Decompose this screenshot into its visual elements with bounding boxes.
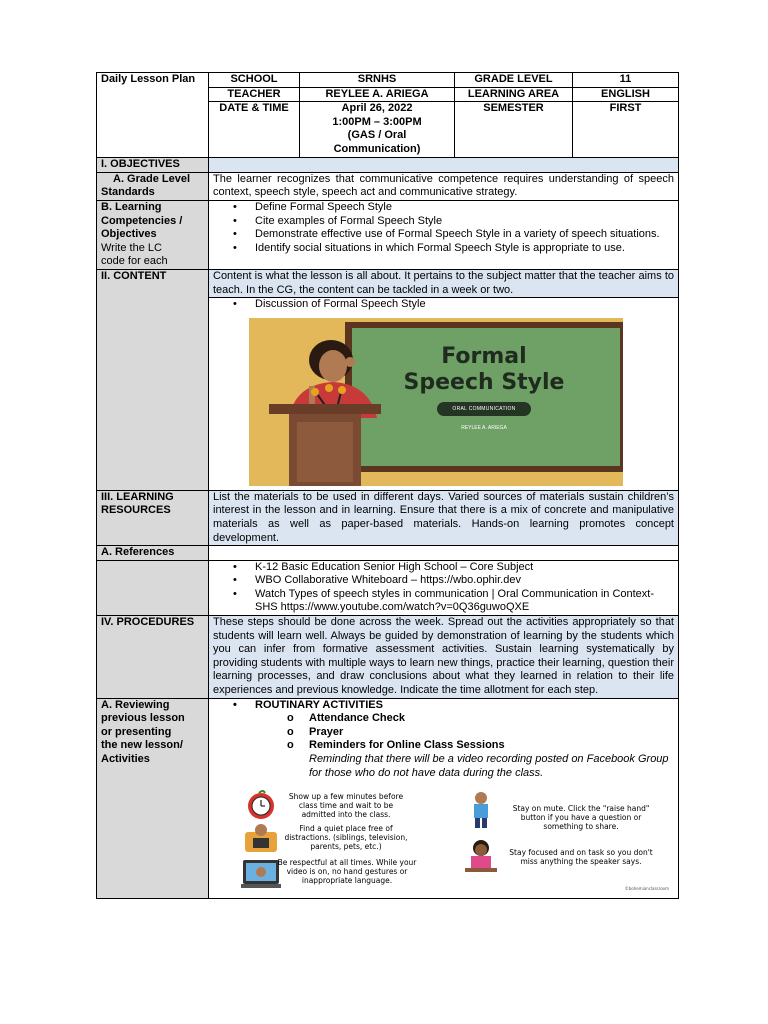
grade-standards-label: A. Grade Level Standards (97, 172, 209, 200)
banner-title: Formal Speech Style (403, 343, 565, 395)
tips-credit: ©bohemianclassroom (624, 886, 669, 892)
competencies-label: B. Learning Competencies / Objectives Write the LC code for each (97, 200, 209, 269)
competencies-list-cell (209, 200, 679, 269)
references-list-cell (209, 560, 679, 615)
references-list (213, 561, 674, 615)
routinary-item: o Prayer (309, 726, 674, 740)
formal-speech-style-banner (249, 318, 623, 486)
school-value: SRNHS (300, 73, 455, 88)
content-description: Content is what the lesson is all about. It pertains to the subject matter that the teacher aims to teach. In the CG, the content can be tackled in a week or two. (209, 269, 679, 297)
banner-author: REYLEE A. ARIEGA (461, 424, 507, 431)
procedures-description: These steps should be done across the week. Spread out the activities appropriately so that students will learn well. Always be guided by demonstration of learning by the students which you can infer from formative assessment activities. Sustain learning systematically by providing students with multiple ways to learn new things, practice their learning, question their learning processes, and draw conclusions about what they learned in relation to their life experiences and previous knowledge. Indicate the time allotment for each step. (209, 616, 679, 699)
tip-be-respectful: Be respectful at all times. While your video is on, no hand gestures or inappropriate language. (277, 858, 417, 886)
learning-area-value: ENGLISH (573, 87, 679, 102)
lesson-plan-page (96, 72, 678, 899)
routinary-sublist (213, 712, 674, 753)
content-items-cell (209, 298, 679, 491)
tips-right-icons (461, 790, 501, 894)
resources-description: List the materials to be used in different days. Varied sources of materials sustain children’s interest in the lesson and in learning. Ensure that there is a mix of concrete and manipulative materials as well as paper-based materials. Hands-on learning promotes concept development. (209, 490, 679, 545)
grade-level-label: GRADE LEVEL (455, 73, 573, 88)
competency-item: • Cite examples of Formal Speech Style (255, 215, 674, 229)
competency-item: • Define Formal Speech Style (255, 201, 674, 215)
lesson-plan-table (96, 72, 679, 899)
review-lesson-label: A. Reviewing previous lesson or presenting the new lesson/ Activities (97, 698, 209, 899)
references-heading: A. References (97, 546, 209, 561)
references-heading-fill (209, 546, 679, 561)
grade-level-value: 11 (573, 73, 679, 88)
date-time-value: April 26, 2022 1:00PM – 3:00PM (GAS / Oral Communication) (300, 102, 455, 158)
school-label: SCHOOL (209, 73, 300, 88)
learning-area-label: LEARNING AREA (455, 87, 573, 102)
reminder-note: Reminding that there will be a video recording posted on Facebook Group for those who do not have data during the class. (309, 753, 669, 779)
doc-title: Daily Lesson Plan (97, 73, 209, 158)
routinary-title: • ROUTINARY ACTIVITIES (255, 699, 674, 713)
objectives-heading-fill (209, 158, 679, 173)
tip-stay-focused: Stay focused and on task so you don't miss anything the speaker says. (509, 848, 653, 867)
semester-label: SEMESTER (455, 102, 573, 158)
competency-item: • Demonstrate effective use of Formal Speech Style in a variety of speech situations. (255, 228, 674, 242)
resources-heading: III. LEARNING RESOURCES (97, 490, 209, 545)
references-label-blank (97, 560, 209, 615)
banner-pill: ORAL COMMUNICATION (437, 402, 531, 416)
content-list (213, 298, 674, 312)
content-item: • Discussion of Formal Speech Style (255, 298, 674, 312)
semester-value: FIRST (573, 102, 679, 158)
objectives-heading: I. OBJECTIVES (97, 158, 209, 173)
routinary-item: o Attendance Check (309, 712, 674, 726)
reference-item: • WBO Collaborative Whiteboard – https://wbo.ophir.dev (255, 574, 674, 588)
content-heading: II. CONTENT (97, 269, 209, 490)
teacher-label: TEACHER (209, 87, 300, 102)
competencies-list (213, 201, 674, 255)
teacher-value: REYLEE A. ARIEGA (300, 87, 455, 102)
reference-item: • K-12 Basic Education Senior High School – Core Subject (255, 561, 674, 575)
reference-item: • Watch Types of speech styles in communication | Oral Communication in Context-SHS https://www.youtube.com/watch?v=0Q36guwoQXE (255, 588, 674, 615)
tip-stay-on-mute: Stay on mute. Click the "raise hand" button if you have a question or something to share. (512, 804, 650, 832)
routinary-cell (209, 698, 679, 899)
grade-standards-text: The learner recognizes that communicative competence requires understanding of speech context, speech style, speech act and communicative strategy. (209, 172, 679, 200)
tip-show-up-early: Show up a few minutes before class time and wait to be admitted into the class. (288, 792, 404, 820)
tip-quiet-place: Find a quiet place free of distractions. (siblings, television, parents, pets, etc.) (284, 824, 408, 852)
date-time-label: DATE & TIME (209, 102, 300, 158)
routinary-item: o Reminders for Online Class Sessions (309, 739, 674, 753)
routinary-list (213, 699, 674, 713)
online-class-tips (229, 790, 669, 894)
procedures-heading: IV. PROCEDURES (97, 616, 209, 699)
competency-item: • Identify social situations in which Formal Speech Style is appropriate to use. (255, 242, 674, 256)
tips-left-icons (241, 790, 281, 894)
